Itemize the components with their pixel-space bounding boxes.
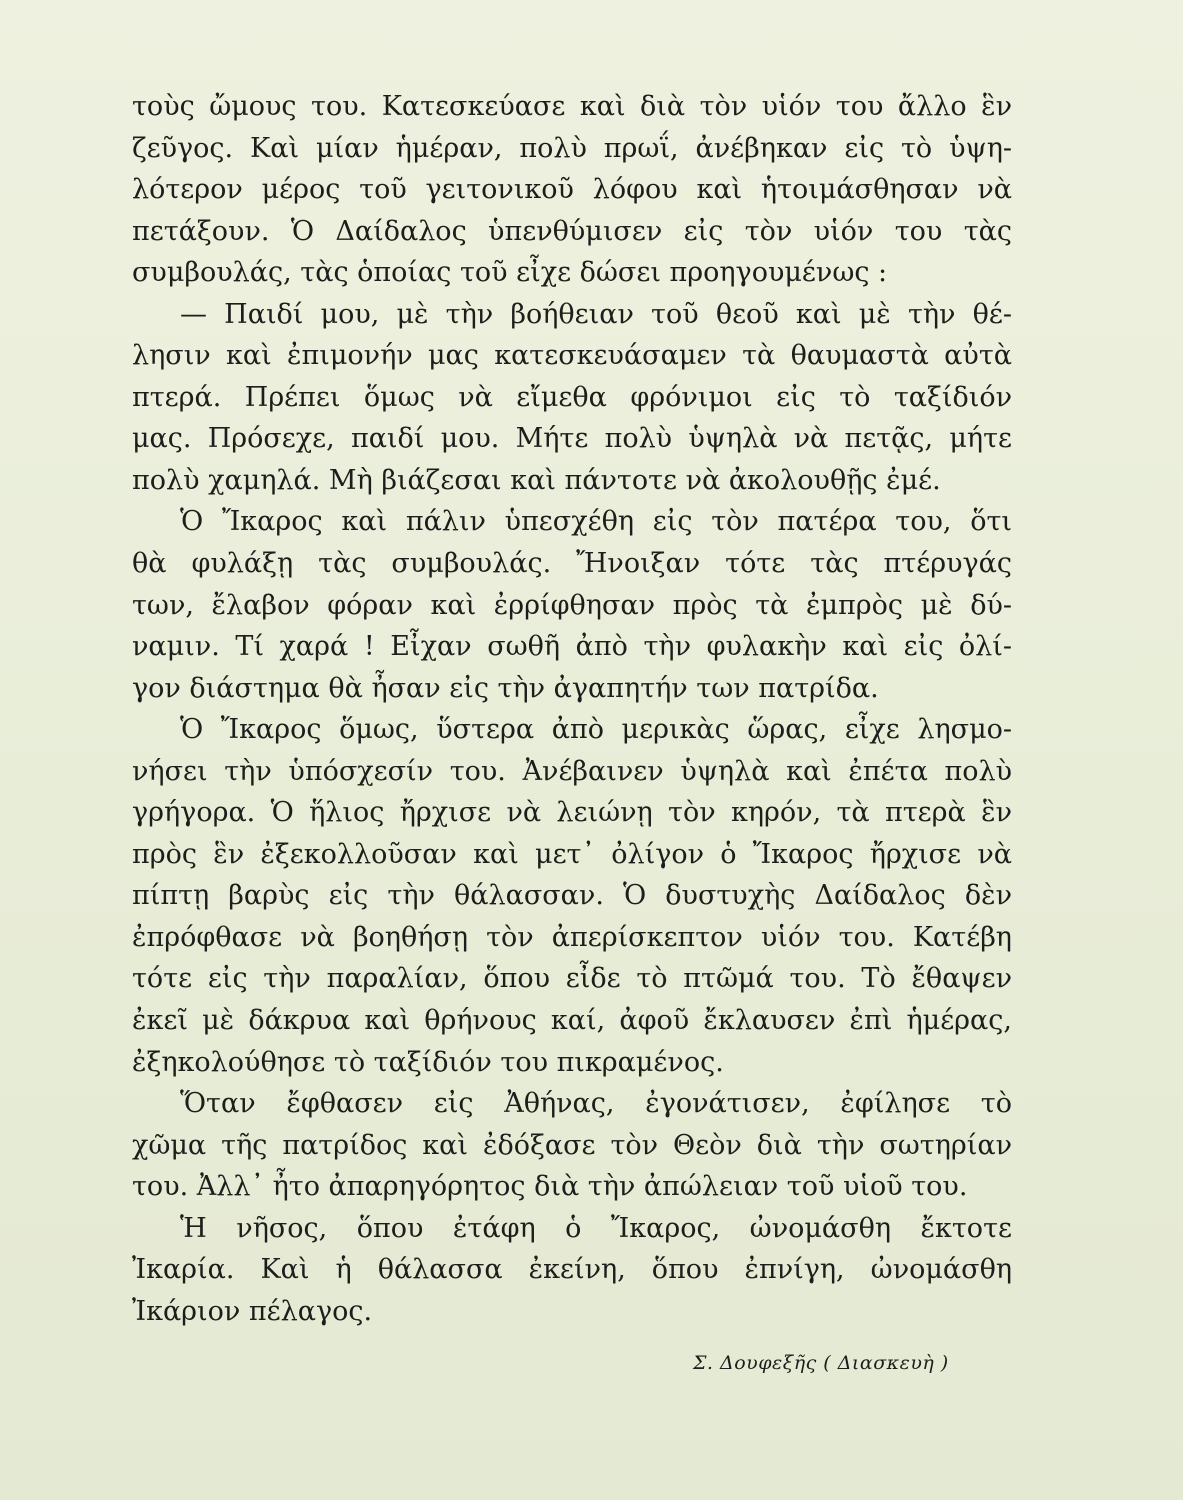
- text-line: ζεῦγος. Καὶ μίαν ἡμέραν, πολὺ πρωΐ, ἀνέβηκαν εἰς τὸ ὑψη-: [132, 132, 1012, 164]
- text-line: τοὺς ὤμους του. Κατεσκεύασε καὶ διὰ τὸν υἱόν του ἄλλο ἓν: [132, 91, 1012, 122]
- text-line: ἐπρόφθασε νὰ βοηθήσῃ τὸν ἀπερίσκεπτον υἱόν του. Κατέβη: [132, 921, 1012, 953]
- text-line: των, ἔλαβον φόραν καὶ ἐρρίφθησαν πρὸς τὰ ἐμπρὸς μὲ δύ-: [132, 589, 1012, 621]
- story-text: [132, 86, 1012, 1332]
- text-line: Ὁ Ἴκαρος ὅμως, ὕστερα ἀπὸ μερικὰς ὥρας, εἶχε λησμο-: [180, 714, 1012, 746]
- text-line: ἐκεῖ μὲ δάκρυα καὶ θρήνους καί, ἀφοῦ ἔκλαυσεν ἐπὶ ἡμέρας,: [132, 1005, 1012, 1037]
- text-line: Ὅταν ἔφθασεν εἰς Ἀθήνας, ἐγονάτισεν, ἐφίλησε τὸ: [180, 1088, 1012, 1120]
- text-line: Ἡ νῆσος, ὅπου ἐτάφη ὁ Ἴκαρος, ὠνομάσθη ἔκτοτε: [180, 1212, 1012, 1244]
- text-line: τότε εἰς τὴν παραλίαν, ὅπου εἶδε τὸ πτῶμά του. Τὸ ἔθαψεν: [132, 963, 1012, 995]
- text-line: Ἰκαρία. Καὶ ἡ θάλασσα ἐκείνη, ὅπου ἐπνίγη, ὠνομάσθη: [132, 1254, 1012, 1286]
- text-line: ναμιν. Τί χαρά ! Εἶχαν σωθῆ ἀπὸ τὴν φυλακὴν καὶ εἰς ὀλί-: [132, 631, 1012, 663]
- text-line: Ἰκάριον πέλαγος.: [132, 1295, 373, 1327]
- text-line: μας. Πρόσεχε, παιδί μου. Μήτε πολὺ ὑψηλὰ νὰ πετᾷς, μήτε: [132, 423, 1012, 455]
- text-line: συμβουλάς, τὰς ὁποίας τοῦ εἶχε δώσει προηγουμένως :: [132, 257, 888, 289]
- text-line: — Παιδί μου, μὲ τὴν βοήθειαν τοῦ θεοῦ καὶ μὲ τὴν θέ-: [180, 298, 1012, 330]
- text-line: πτερά. Πρέπει ὅμως νὰ εἴμεθα φρόνιμοι εἰς τὸ ταξίδιόν: [132, 381, 1012, 413]
- text-line: νήσει τὴν ὑπόσχεσίν του. Ἀνέβαινεν ὑψηλὰ καὶ ἐπέτα πολὺ: [132, 755, 1012, 787]
- text-line: πετάξουν. Ὁ Δαίδαλος ὑπενθύμισεν εἰς τὸν υἱόν του τὰς: [132, 215, 1012, 247]
- text-line: λησιν καὶ ἐπιμονήν μας κατεσκευάσαμεν τὰ θαυμαστὰ αὐτὰ: [132, 340, 1012, 372]
- text-line: πολὺ χαμηλά. Μὴ βιάζεσαι καὶ πάντοτε νὰ ἀκολουθῇς ἐμέ.: [132, 464, 941, 496]
- text-line: γρήγορα. Ὁ ἥλιος ἤρχισε νὰ λειώνῃ τὸν κηρόν, τὰ πτερὰ ἓν: [132, 797, 1012, 829]
- text-line: πρὸς ἓν ἐξεκολλοῦσαν καὶ μετ᾽ ὀλίγον ὁ Ἴκαρος ἤρχισε νὰ: [132, 838, 1012, 870]
- attribution: Σ. Δουφεξῆς ( Διασκευὴ ): [693, 1352, 949, 1374]
- text-line: πίπτῃ βαρὺς εἰς τὴν θάλασσαν. Ὁ δυστυχὴς Δαίδαλος δὲν: [132, 880, 1012, 912]
- text-line: λότερον μέρος τοῦ γειτονικοῦ λόφου καὶ ἡτοιμάσθησαν νὰ: [132, 174, 1012, 206]
- text-line: θὰ φυλάξῃ τὰς συμβουλάς. Ἤνοιξαν τότε τὰς πτέρυγάς: [132, 548, 1012, 580]
- text-line: ἐξηκολούθησε τὸ ταξίδιόν του πικραμένος.: [132, 1046, 724, 1078]
- text-line: χῶμα τῆς πατρίδος καὶ ἐδόξασε τὸν Θεὸν διὰ τὴν σωτηρίαν: [132, 1129, 1012, 1161]
- text-line: του. Ἀλλ᾽ ἦτο ἀπαρηγόρητος διὰ τὴν ἀπώλειαν τοῦ υἱοῦ του.: [132, 1171, 968, 1203]
- text-line: γον διάστημα θὰ ἦσαν εἰς τὴν ἀγαπητήν των πατρίδα.: [132, 672, 879, 704]
- text-line: Ὁ Ἴκαρος καὶ πάλιν ὑπεσχέθη εἰς τὸν πατέρα του, ὅτι: [180, 506, 1012, 538]
